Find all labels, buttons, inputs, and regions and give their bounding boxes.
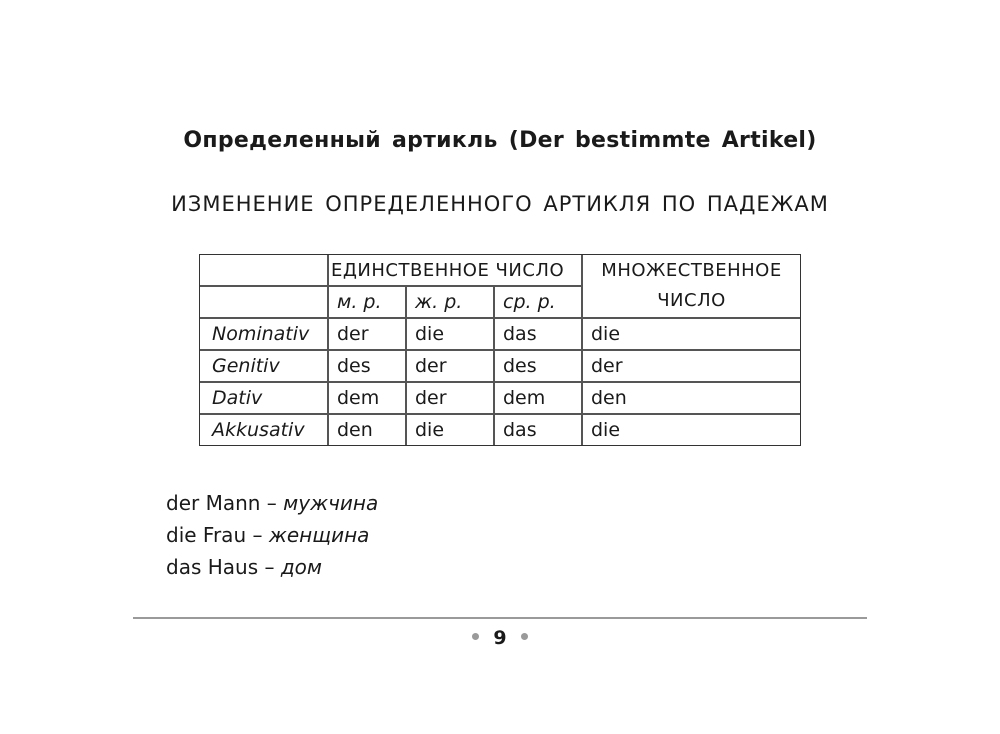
table-row	[200, 351, 800, 383]
empty-corner-cell	[200, 255, 329, 287]
article-neuter: das	[495, 415, 583, 445]
example-german: der Mann	[166, 491, 261, 515]
article-masculine: den	[329, 415, 407, 445]
plural-header	[583, 255, 800, 319]
plural-header-line2: ЧИСЛО	[657, 290, 726, 311]
gender-neuter: ср. р.	[495, 287, 583, 319]
gender-feminine: ж. р.	[407, 287, 495, 319]
case-name: Nominativ	[200, 319, 329, 351]
article-masculine: der	[329, 319, 407, 351]
page-title: Определенный артикль (Der bestimmte Artikel)	[183, 128, 817, 153]
article-neuter: das	[495, 319, 583, 351]
article-plural: den	[583, 383, 800, 415]
article-masculine: des	[329, 351, 407, 383]
page-footer	[0, 627, 1000, 649]
article-declension-table	[199, 254, 801, 446]
article-neuter: des	[495, 351, 583, 383]
page-number: 9	[493, 627, 507, 649]
article-plural: der	[583, 351, 800, 383]
bullet-dot-icon	[521, 633, 528, 640]
table-row	[200, 319, 800, 351]
case-name: Akkusativ	[200, 415, 329, 445]
article-feminine: der	[407, 383, 495, 415]
gender-masculine: м. р.	[329, 287, 407, 319]
example-german: das Haus	[166, 555, 259, 579]
case-name: Dativ	[200, 383, 329, 415]
article-feminine: die	[407, 319, 495, 351]
example-russian: мужчина	[283, 491, 379, 515]
examples-list	[166, 487, 378, 583]
article-masculine: dem	[329, 383, 407, 415]
example-separator: –	[258, 555, 281, 579]
table-header-row	[200, 255, 800, 287]
article-neuter: dem	[495, 383, 583, 415]
case-name: Genitiv	[200, 351, 329, 383]
bullet-dot-icon	[472, 633, 479, 640]
article-feminine: die	[407, 415, 495, 445]
article-feminine: der	[407, 351, 495, 383]
example-separator: –	[260, 491, 284, 515]
footer-divider	[133, 617, 867, 619]
example-line	[166, 487, 378, 519]
table-row	[200, 383, 800, 415]
example-separator: –	[246, 523, 269, 547]
section-subtitle: ИЗМЕНЕНИЕ ОПРЕДЕЛЕННОГО АРТИКЛЯ ПО ПАДЕЖАМ	[171, 192, 829, 216]
article-plural: die	[583, 319, 800, 351]
table-row	[200, 415, 800, 445]
plural-header-line1: МНОЖЕСТВЕННОЕ	[601, 260, 782, 281]
example-line	[166, 519, 378, 551]
example-line	[166, 551, 378, 583]
example-russian: женщина	[268, 523, 370, 547]
article-plural: die	[591, 419, 621, 441]
singular-header: ЕДИНСТВЕННОЕ ЧИСЛО	[329, 255, 583, 287]
example-russian: дом	[280, 555, 322, 579]
empty-case-cell	[200, 287, 329, 319]
example-german: die Frau	[166, 523, 247, 547]
